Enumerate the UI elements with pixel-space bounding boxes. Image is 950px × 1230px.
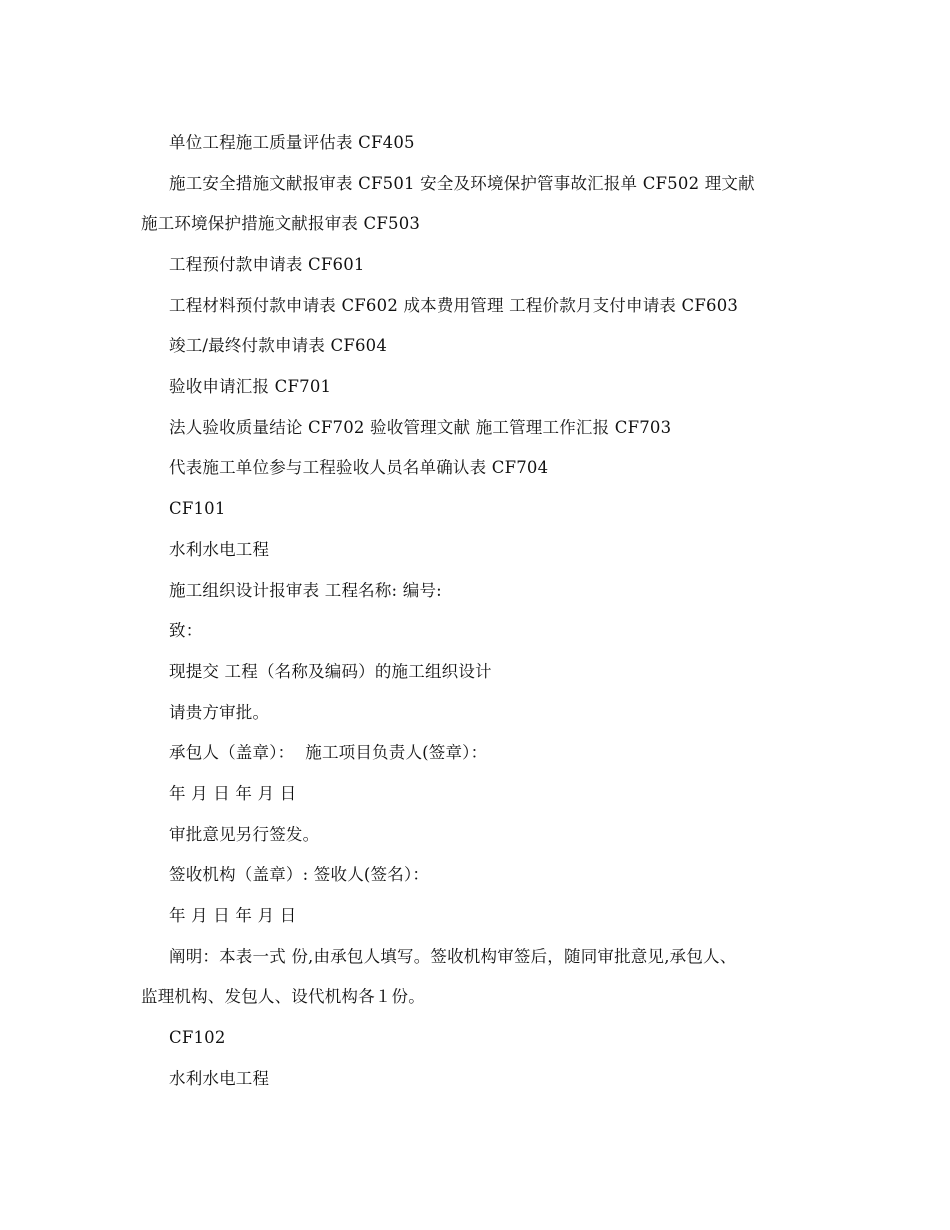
form-contractor-signature: 承包人（盖章）： 施工项目负责人(签章）： [169,743,488,762]
form-project-type-2: 水利水电工程 [169,1069,270,1088]
doc-line-cf702-cf703: 法人验收质量结论 CF702 验收管理文献 施工管理工作汇报 CF703 [169,418,672,437]
doc-line-cf704: 代表施工单位参与工程验收人员名单确认表 CF704 [169,458,549,477]
form-addressee: 致： [169,621,203,640]
form-code-cf102: CF102 [169,1028,226,1047]
doc-line-cf701: 验收申请汇报 CF701 [169,377,332,396]
form-explanation-continued: 监理机构、发包人、设代机构各１份。 [141,987,425,1006]
doc-line-cf604: 竣工/最终付款申请表 CF604 [169,336,388,355]
form-submission-text: 现提交 工程（名称及编码）的施工组织设计 [169,662,492,681]
doc-line-cf602-cf603: 工程材料预付款申请表 CF602 成本费用管理 工程价款月支付申请表 CF603 [169,296,739,315]
doc-line-cf503: 施工环境保护措施文献报审表 CF503 [141,214,421,233]
form-title-line: 施工组织设计报审表 工程名称: 编号: [169,581,442,600]
doc-line-cf601: 工程预付款申请表 CF601 [169,255,365,274]
form-receiver-signature: 签收机构（盖章）: 签收人(签名）： [169,865,430,884]
doc-line-cf405: 单位工程施工质量评估表 CF405 [169,133,415,152]
form-request-approval: 请贵方审批。 [169,703,270,722]
form-approval-note: 审批意见另行签发。 [169,825,320,844]
form-code-cf101: CF101 [169,499,226,518]
doc-line-cf501-cf502: 施工安全措施文献报审表 CF501 安全及环境保护管事故汇报单 CF502 理文献 [169,174,755,193]
form-explanation: 阐明：本表一式 份,由承包人填写。签收机构审签后，随同审批意见,承包人、 [169,947,737,966]
form-date-line: 年 月 日 年 月 日 [169,784,297,803]
form-date-line-2: 年 月 日 年 月 日 [169,906,297,925]
form-project-type: 水利水电工程 [169,540,270,559]
